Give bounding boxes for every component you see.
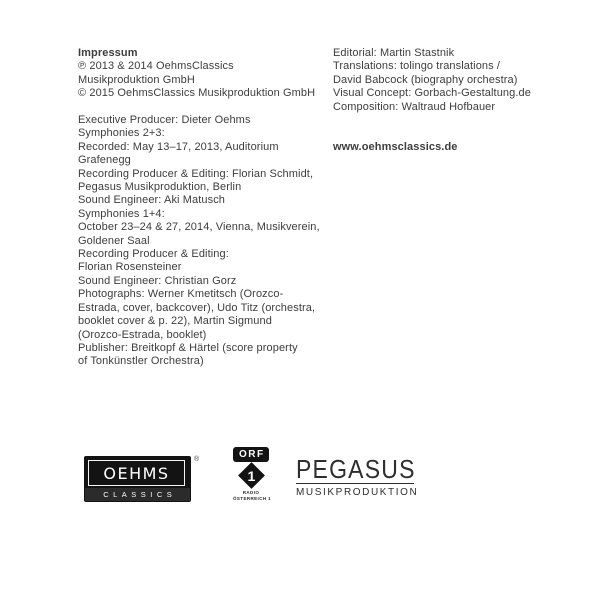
website-url: www.oehmsclassics.de [333,140,458,153]
pegasus-logo-wordmark: PEGASUS [296,454,416,484]
text-line: Photographs: Werner Kmetitsch (Orozco- [78,288,284,301]
text-line: Translations: tolingo translations / [333,60,501,73]
text-line: David Babcock (biography orchestra) [333,73,518,86]
text-line: Florian Rosensteiner [78,261,182,274]
text-line: © 2015 OehmsClassics Musikproduktion GmbH [78,87,316,100]
text-line: booklet cover & p. 22), Martin Sigmund [78,315,272,328]
text-line: Sound Engineer: Christian Gorz [78,274,237,287]
impressum-column [78,47,323,369]
text-line: Editorial: Martin Stastnik [333,47,455,59]
impressum-heading: Impressum [78,47,138,59]
orf-logo-subtitle: ÖSTERREICH 1 [233,495,272,501]
text-line: (Orozco-Estrada, booklet) [78,328,207,341]
text-line: Recording Producer & Editing: Florian Schmidt, [78,167,314,180]
text-line: Executive Producer: Dieter Oehms [78,114,251,127]
editorial-column [333,47,548,154]
text-line: Estrada, cover, backcover), Udo Titz (orchestra, [78,301,316,314]
text-line: Musikproduktion GmbH [78,73,195,86]
text-line: of Tonkünstler Orchestra) [78,355,204,368]
text-line: Symphonies 2+3: [78,127,165,140]
text-line: Recording Producer & Editing: [78,248,229,261]
text-line: Pegasus Musikproduktion, Berlin [78,181,242,194]
text-line: Recorded: May 13–17, 2013, Auditorium [78,140,279,153]
oehms-logo-subtitle: CLASSICS [103,490,177,499]
pegasus-logo-subtitle: MUSIKPRODUKTION [296,487,419,498]
oehms-logo-frame [88,460,185,486]
oehms-logo-band [85,488,190,501]
pegasus-logo [296,454,419,498]
text-line: ℗ 2013 & 2014 OehmsClassics [78,60,234,73]
orf-logo-wordmark: ORF [233,447,269,462]
orf-diamond-icon [238,462,265,489]
text-line: Symphonies 1+4: [78,207,165,220]
orf-logo-subtitle: RADIO [242,490,260,495]
oehms-logo-wordmark: OEHMS [103,463,170,483]
text-line: Composition: Waltraud Hofbauer [333,100,496,113]
orf1-logo [233,447,272,501]
orf-channel-number: 1 [247,467,255,484]
text-line: October 23–24 & 27, 2014, Vienna, Musikverein, [78,221,320,234]
text-line: Visual Concept: Gorbach-Gestaltung.de [333,87,531,100]
text-line: Sound Engineer: Aki Matusch [78,194,226,207]
text-line: Grafenegg [78,154,131,167]
text-line: Publisher: Breitkopf & Härtel (score property [78,341,298,354]
registered-mark: ® [194,456,200,463]
oehms-classics-logo [84,456,191,502]
text-line: Goldener Saal [78,234,150,247]
